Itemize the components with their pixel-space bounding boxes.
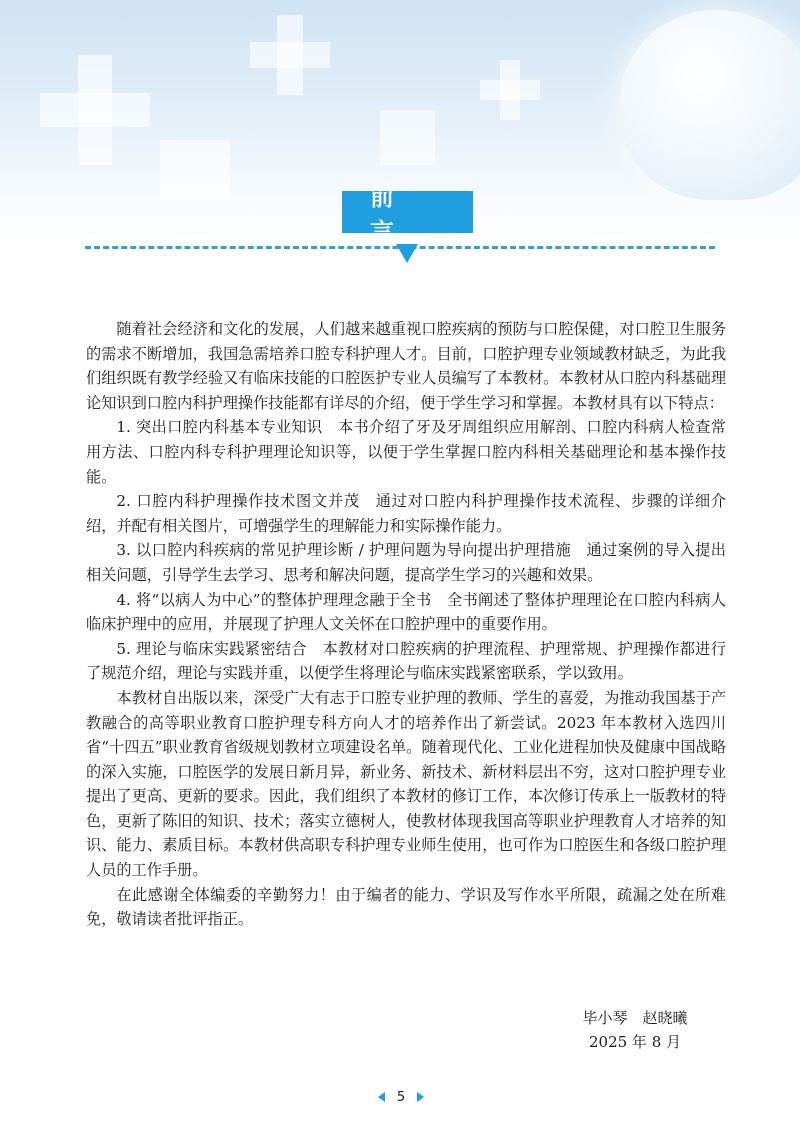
paragraph-feature-3: 3. 以口腔内科疾病的常见护理诊断 / 护理问题为导向提出护理措施 通过案例的导入提出相关问题，引导学生去学习、思考和解决问题，提高学生学习的兴趣和效果。 (86, 541, 726, 584)
paragraph-intro: 随着社会经济和文化的发展，人们越来越重视口腔疾病的预防与口腔保健，对口腔卫生服务的需求不断增加，我国急需培养口腔专科护理人才。目前，口腔护理专业领域教材缺乏，为此我们组织既有教学经验又有临床技能的口腔医护专业人员编写了本教材。本教材从口腔内科基础理论知识到口腔内科护理操作技能都有详尽的介绍，便于学生学习和掌握。本教材具有以下特点： (86, 320, 726, 412)
square-decoration (160, 140, 230, 200)
page-number: 5 (396, 1089, 406, 1105)
triangle-left-icon (378, 1092, 385, 1102)
paragraph-revision: 本教材自出版以来，深受广大有志于口腔专业护理的教师、学生的喜爱，为推动我国基于产教融合的高等职业教育口腔护理专科方向人才的培养作出了新尝试。2023 年本教材入选四川省“十四五”职业教育省级规划教材立项建设名单。随着现代化、工业化进程加快及健康中国战略的深入实施，口腔医学的发展日新月异，新业务、新技术、新材料层出不穷，这对口腔护理专业提出了更高、更新的要求。因此，我们组织了本教材的修订工作，本次修订传承上一版教材的特色，更新了陈旧的知识、技术；落实立德树人，使教材体现我国高等职业护理教育人才培养的知识、能力、素质目标。本教材供高职专科护理专业师生使用，也可作为口腔医生和各级口腔护理人员的工作手册。 (86, 688, 726, 880)
paragraph-feature-2: 2. 口腔内科护理操作技术图文并茂 通过对口腔内科护理操作技术流程、步骤的详细介绍，并配有相关图片，可增强学生的理解能力和实际操作能力。 (86, 492, 726, 535)
signature-date: 2025 年 8 月 (588, 1033, 682, 1051)
medical-cross-decoration (480, 60, 540, 120)
title-pointer-icon (396, 244, 418, 263)
triangle-right-icon (417, 1092, 424, 1102)
square-decoration (380, 110, 435, 165)
paragraph-feature-1: 1. 突出口腔内科基本专业知识 本书介绍了牙及牙周组织应用解剖、口腔内科病人检查常用方法、口腔内科专科护理理论知识等，以便于学生掌握口腔内科相关基础理论和基本操作技能。 (86, 418, 726, 486)
medical-cross-decoration (40, 55, 150, 165)
page-title: 前 言 (342, 191, 473, 233)
paragraph-feature-4: 4. 将“以病人为中心”的整体护理理念融于全书 全书阐述了整体护理理论在口腔内科病人临床护理中的应用，并展现了护理人文关怀在口腔护理中的重要作用。 (86, 590, 726, 634)
paragraph-thanks: 在此感谢全体编委的辛勤努力！由于编者的能力、学识及写作水平所限，疏漏之处在所难免，敬请读者批评指正。 (86, 885, 726, 929)
signature-authors: 毕小琴 赵晓曦 (582, 1009, 688, 1027)
tooth-illustration (620, 10, 800, 200)
medical-cross-decoration (250, 15, 330, 95)
page-footer (378, 1088, 424, 1106)
paragraph-feature-5: 5. 理论与临床实践紧密结合 本教材对口腔疾病的护理流程、护理常规、护理操作都进行了规范介绍，理论与实践并重，以便学生将理论与临床实践紧密联系，学以致用。 (86, 639, 726, 683)
signature-block (570, 1006, 700, 1054)
preface-body (86, 317, 726, 932)
